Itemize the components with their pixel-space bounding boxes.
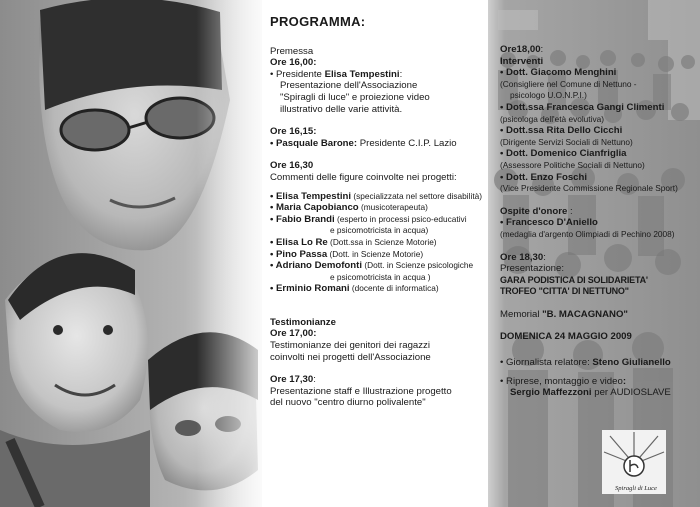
speaker-name: • Dott. Domenico Cianfriglia [500,148,627,160]
person-role: (esperto in processi psico-educativi [334,213,467,224]
time-1600: Ore 16,00: [270,57,317,69]
sergio-name: Sergio Maffezzoni [510,387,592,399]
time-1730-colon: : [313,374,316,386]
person-item [270,283,485,295]
logo-icon [602,430,666,494]
barone-role: Presidente C.I.P. Lazio [357,137,457,149]
people-list [270,191,485,295]
speaker-desc: (Vice Presidente Commissione Regionale Sport) [500,183,678,194]
person-item [270,191,485,203]
person-item [270,249,485,261]
presidente-desc-3: illustrativo delle varie attività. [280,103,403,115]
time-1630: Ore 16,30 [270,160,314,172]
presidente-desc-1: Presentazione dell'Associazione [280,80,418,92]
person-role: (Dott.ssa in Scienze Motorie) [327,236,437,247]
memorial-label: Memorial [500,308,543,320]
time-1700: Ore 17,00: [270,328,317,340]
ospite-colon: : [567,205,573,217]
speaker-desc: (Assessore Politiche Sociali di Nettuno) [500,159,645,170]
person-name: • Adriano Demofonti [270,260,363,272]
speaker-name: • Dott. Enzo Foschi [500,171,588,183]
speaker-desc: (psicologa dell'età evolutiva) [500,113,604,124]
trofeo-title: TROFEO "CITTA' DI NETTUNO" [500,286,629,297]
time-1730: Ore 17,30 [270,374,314,386]
testimonianze-heading: Testimonianze [270,316,336,328]
event-date: DOMENICA 24 MAGGIO 2009 [500,331,632,343]
speaker-desc: (Consigliere nel Comune di Nettuno - [500,78,637,89]
giornalista-line [500,357,698,369]
speaker-name: • Dott.ssa Rita Dello Cicchi [500,125,623,137]
person-role: (docente di informatica) [349,283,439,294]
riprese-colon: : [622,375,627,387]
premessa-label: Premessa [270,45,314,57]
presentazione-label: Presentazione: [500,263,564,275]
person-item [270,202,485,214]
person-name: • Maria Capobianco [270,202,359,214]
time-1800-line [500,44,698,56]
person-item [270,214,485,226]
sergio-company: per AUDIOSLAVE [591,387,671,399]
person-name: • Fabio Brandi [270,213,335,225]
photo-collage [0,0,262,507]
person-role: e psicomotricista in acqua) [330,225,429,236]
ospite-heading [500,206,698,218]
person-role: e psicomotricista in acqua ) [330,271,431,282]
speaker-name: • Dott.ssa Francesca Gangi Climenti [500,101,665,113]
speaker-name: • Dott. Giacomo Menghini [500,67,617,79]
person-role: (Dott. in Scienze psicologiche [362,260,474,271]
logo-text: Spiragli di Luce [615,485,657,492]
people-photo [0,0,262,507]
testimonianze-desc-1: Testimonianze dei genitori dei ragazzi [270,340,430,352]
barone-name: • Pasquale Barone: [270,137,358,149]
interventi-column [500,44,698,399]
ospite-name: • Francesco D'Aniello [500,217,598,229]
presidente-name: Elisa Tempestini [324,68,400,80]
person-item [270,237,485,249]
person-item [270,225,485,237]
ospite-desc: (medaglia d'argento Olimpiadi di Pechino 2008) [500,228,675,239]
riprese-label: • Riprese, montaggio e video [500,375,623,387]
speaker-desc: (Dirigente Servizi Sociali di Nettuno) [500,136,633,147]
ospite-label: Ospite d'onore [500,205,568,217]
time-1615: Ore 16,15: [270,126,317,138]
gara-title: GARA PODISTICA DI SOLIDARIETA' [500,274,648,285]
memorial-line [500,309,698,321]
presidente-colon: : [399,68,403,80]
staff-desc-2: del nuovo "centro diurno polivalente" [270,397,426,409]
interventi-heading: Interventi [500,55,544,67]
presidente-bullet: • Presidente [270,68,325,80]
time-1800-colon: : [540,44,544,55]
staff-desc-1: Presentazione staff e Illustrazione progetto [270,385,452,397]
time-1730-line [270,374,485,386]
programma-title: PROGRAMMA: [270,14,366,29]
time-1830-line [500,252,698,264]
riprese-line [500,376,698,388]
time-1800: Ore18,00 [500,44,541,55]
giornalista-name: Steno Giulianello [592,357,671,369]
time-1830: Ore 18,30 [500,251,544,263]
memorial-name: "B. MACAGNANO" [542,308,628,320]
barone-line [270,138,485,150]
spiragli-di-luce-logo [602,430,666,494]
presidente-desc-2: "Spiragli di luce" e proiezione video [280,91,430,103]
person-name: • Erminio Romani [270,283,350,295]
person-role: (musicoterapeuta) [358,202,428,213]
speaker-desc: psicologo U.O.N.P.I.) [510,90,587,101]
person-item [270,272,485,284]
person-role: (specializzata nel settore disabilità) [351,190,482,201]
testimonianze-desc-2: coinvolti nei progetti dell'Associazione [270,351,431,363]
person-name: • Elisa Tempestini [270,190,352,202]
person-item [270,260,485,272]
person-name: • Elisa Lo Re [270,236,328,248]
presidente-line [270,69,485,81]
giornalista-label: • Giornalista relatore: [500,357,593,369]
commenti-label: Commenti delle figure coinvolte nei progetti: [270,171,457,183]
sergio-line [500,387,698,399]
person-role: (Dott. in Scienze Motorie) [327,248,424,259]
speakers-list [500,67,698,195]
time-1830-colon: : [543,251,546,263]
person-name: • Pino Passa [270,248,328,260]
programma-column [270,16,485,409]
